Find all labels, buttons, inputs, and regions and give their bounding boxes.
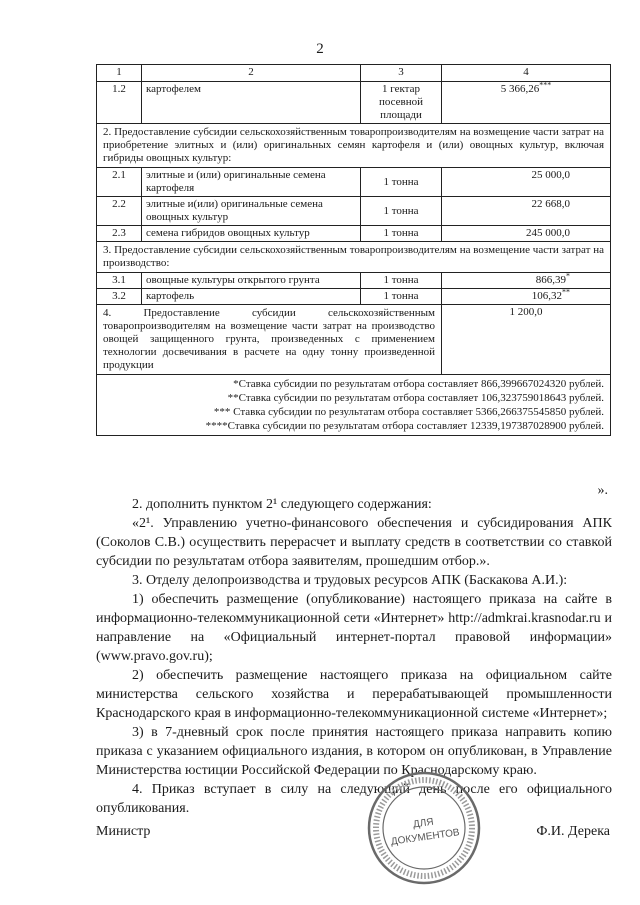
section-4-heading: 4. Предоставление субсидии сельскохозяйственным товаропроизводителям на возмещение части затрат на производство овощей защищенного грунта, произведенных с применением технологии досвечивания в расчете на одну тонну произведенной продукции (97, 305, 442, 375)
value-text: 5 366,26 (500, 83, 540, 95)
row-value: 245 000,0 (442, 226, 611, 242)
order-body (96, 495, 612, 818)
page-number: 2 (316, 41, 324, 57)
row-value (442, 82, 611, 124)
table-row (97, 226, 611, 242)
footnote: **Ставка субсидии по результатам отбора составляет 106,323759018643 рублей. (227, 392, 604, 404)
paragraph: 3) в 7-дневный срок после принятия настоящего приказа направить копию приказа с указанием официального издания, в котором он опубликован, в Управление Министерства юстиции Российской Федерации по Краснодарскому краю. (96, 725, 612, 778)
paragraph: 2. дополнить пунктом 2¹ следующего содержания: (132, 497, 432, 512)
closing-quote: ». (597, 483, 608, 498)
row-number: 2.3 (97, 226, 142, 242)
row-number: 3.2 (97, 289, 142, 305)
paragraph: 2) обеспечить размещение настоящего приказа на официальном сайте министерства сельского хозяйства и перерабатывающей промышленности Краснодарского края в информационно-телекоммуникационной системе «Интернет»; (96, 668, 612, 721)
row-name: картофелем (142, 82, 361, 124)
paragraph: «2¹. Управлению учетно-финансового обеспечения и субсидирования АПК (Соколов С.В.) осуществить перерасчет и выплату средств в соответствии со ставкой субсидии по результатам отбора заявителям, прошедшим отбор.». (96, 516, 612, 569)
paragraph: 4. Приказ вступает в силу на следующий день после его официального опубликования. (96, 782, 612, 816)
row-unit: 1 тонна (361, 168, 442, 197)
row-name: картофель (142, 289, 361, 305)
row-unit: 1 тонна (361, 289, 442, 305)
row-name: семена гибридов овощных культур (142, 226, 361, 242)
row-unit: 1 тонна (361, 226, 442, 242)
value-text: 106,32 (531, 290, 562, 302)
footnote-mark: * (566, 271, 570, 281)
section-4-value: 1 200,0 (442, 305, 611, 375)
row-name: элитные и (или) оригинальные семена картофеля (142, 168, 361, 197)
header-cell: 3 (361, 65, 442, 82)
section-row (97, 124, 611, 168)
footnotes (97, 375, 611, 436)
row-number: 1.2 (97, 82, 142, 124)
table-row (97, 82, 611, 124)
row-value: 22 668,0 (442, 197, 611, 226)
header-cell: 4 (442, 65, 611, 82)
footnotes-row (97, 375, 611, 436)
row-value (442, 273, 611, 289)
value-text: 866,39 (535, 274, 566, 286)
signature-title: Министр (96, 824, 151, 839)
row-number: 3.1 (97, 273, 142, 289)
table-header-row (97, 65, 611, 82)
row-unit: 1 тонна (361, 197, 442, 226)
subsidy-rates-table (96, 64, 611, 436)
paragraph: 1) обеспечить размещение (опубликование) настоящего приказа на сайте в информационно-телекоммуникационной сети «Интернет» http://admkrai.krasnodar.ru и направление на «Официальный интернет-портал правовой информации» (www.pravo.gov.ru); (96, 592, 612, 664)
row-unit: 1 тонна (361, 273, 442, 289)
table-row (97, 289, 611, 305)
svg-text:ДЛЯ: ДЛЯ (412, 816, 435, 831)
section-row (97, 305, 611, 375)
table-row (97, 197, 611, 226)
table-row (97, 168, 611, 197)
section-2-heading: 2. Предоставление субсидии сельскохозяйственным товаропроизводителям на возмещение части затрат на приобретение элитных и (или) оригинальных семян картофеля и (или) овощных культур, включая гибриды овощных культур: (97, 124, 611, 168)
row-name: овощные культуры открытого грунта (142, 273, 361, 289)
section-3-heading: 3. Предоставление субсидии сельскохозяйственным товаропроизводителям на возмещение части затрат на производство: (97, 242, 611, 273)
row-number: 2.1 (97, 168, 142, 197)
signature-name: Ф.И. Дерека (536, 824, 610, 839)
header-cell: 2 (142, 65, 361, 82)
footnote: *** Ставка субсидии по результатам отбора составляет 5366,266375545850 рублей. (213, 406, 604, 418)
footnote-mark: ** (562, 287, 570, 297)
document-stamp (366, 770, 482, 886)
footnote: ****Ставка субсидии по результатам отбора составляет 12339,197387028900 рублей. (205, 420, 604, 432)
section-row (97, 242, 611, 273)
row-value: 25 000,0 (442, 168, 611, 197)
footnote: *Ставка субсидии по результатам отбора составляет 866,399667024320 рублей. (233, 378, 604, 390)
svg-text:ДОКУМЕНТОВ: ДОКУМЕНТОВ (390, 827, 461, 848)
footnote-mark: *** (539, 80, 552, 90)
header-cell: 1 (97, 65, 142, 82)
paragraph: 3. Отделу делопроизводства и трудовых ресурсов АПК (Баскакова А.И.): (132, 573, 568, 588)
table-row (97, 273, 611, 289)
row-unit: 1 гектар посевной площади (361, 82, 442, 124)
row-name: элитные и(или) оригинальные семена овощных культур (142, 197, 361, 226)
row-value (442, 289, 611, 305)
row-number: 2.2 (97, 197, 142, 226)
